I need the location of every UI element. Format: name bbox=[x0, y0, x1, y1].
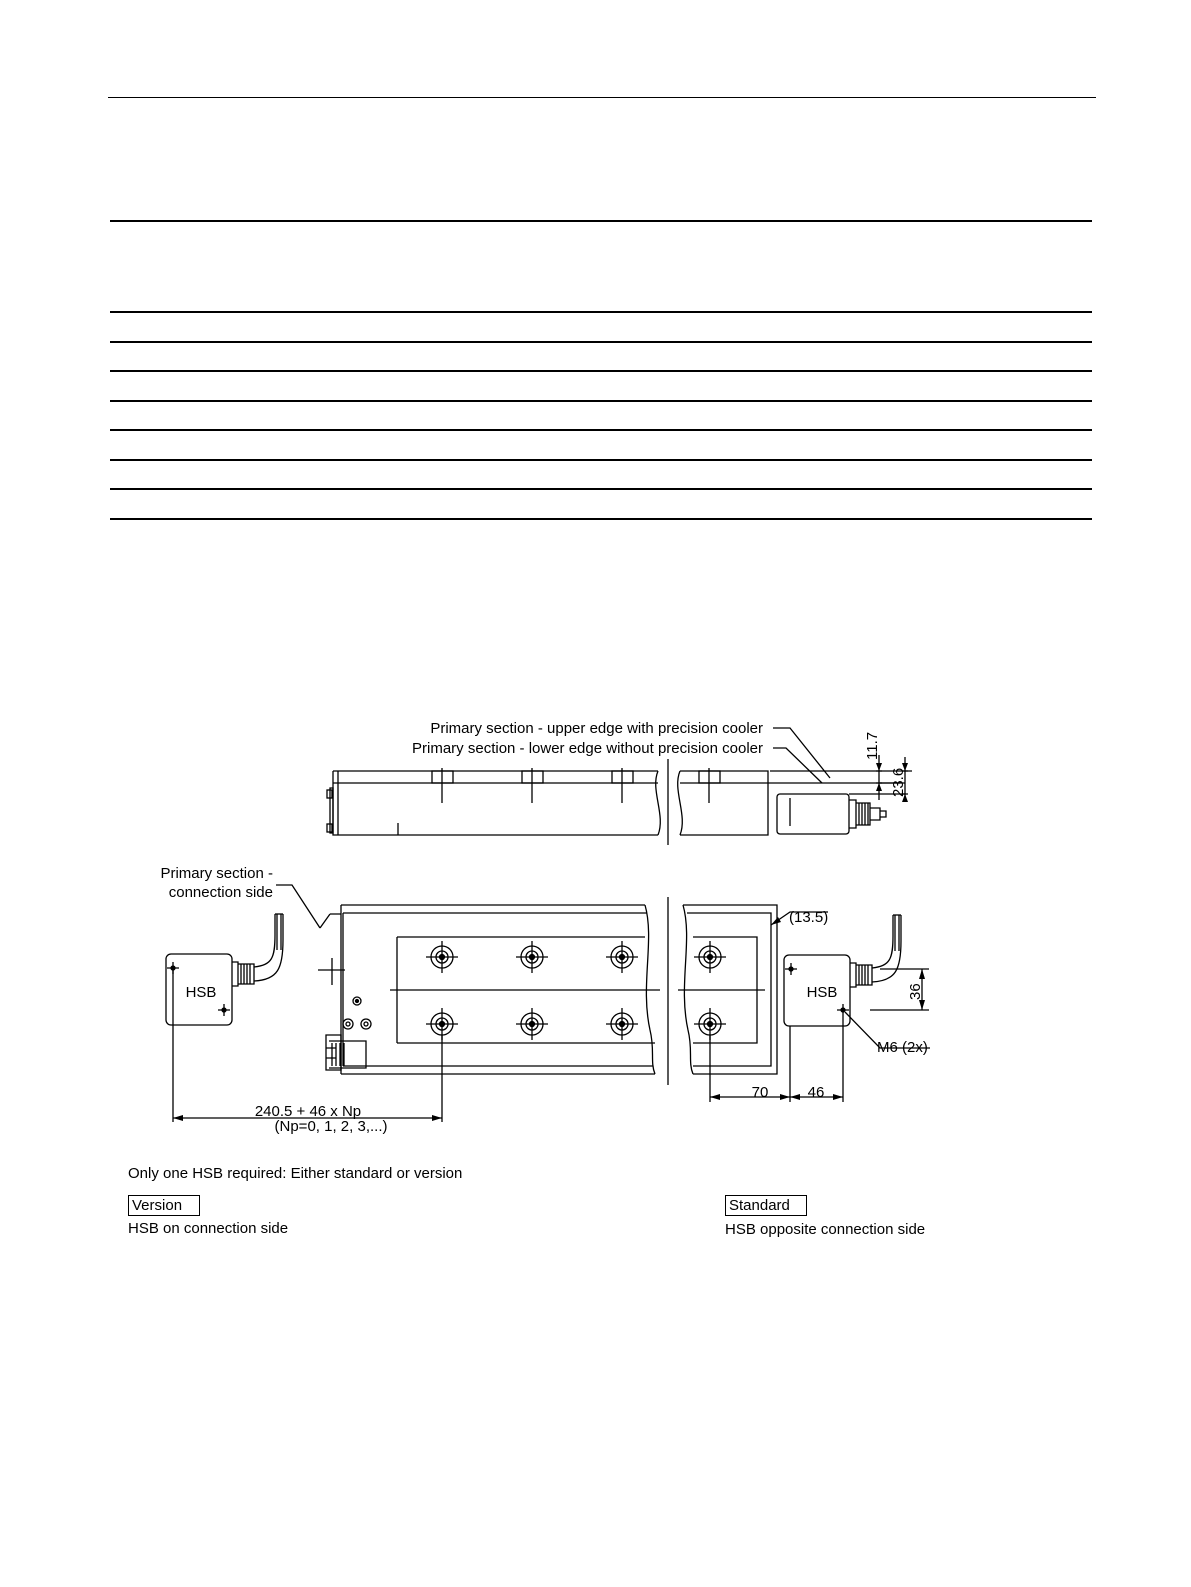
dim-36: 36 bbox=[907, 983, 924, 1000]
hsb-left bbox=[166, 885, 320, 1122]
hsb-left-label: HSB bbox=[185, 984, 217, 1001]
note-only-one-hsb: Only one HSB required: Either standard or version bbox=[128, 1165, 463, 1182]
callout-upper-edge: Primary section - upper edge with precision cooler bbox=[430, 720, 763, 737]
callout-lower-edge: Primary section - lower edge without precision cooler bbox=[412, 740, 763, 757]
dim-70: 70 bbox=[751, 1084, 769, 1101]
callout-connection-side-line2: connection side bbox=[168, 884, 273, 901]
callout-connection-side-line1: Primary section - bbox=[160, 865, 273, 882]
dim-formula-np: (Np=0, 1, 2, 3,...) bbox=[274, 1118, 388, 1135]
dim-46: 46 bbox=[807, 1084, 825, 1101]
arrowheads bbox=[173, 763, 925, 1121]
standard-description: HSB opposite connection side bbox=[725, 1221, 926, 1238]
dim-formula: 240.5 + 46 x Np bbox=[254, 1103, 362, 1120]
thread-label: M6 (2x) bbox=[877, 1039, 928, 1056]
dim-13-5: (13.5) bbox=[789, 909, 829, 926]
plan-view bbox=[318, 897, 777, 1085]
dim-11-7: 11.7 bbox=[864, 731, 881, 760]
standard-label: Standard bbox=[725, 1195, 807, 1216]
hsb-right bbox=[771, 912, 930, 1048]
version-description: HSB on connection side bbox=[128, 1220, 289, 1237]
version-label: Version bbox=[128, 1195, 200, 1216]
dim-23-6: 23.6 bbox=[890, 767, 907, 797]
hsb-right-label: HSB bbox=[806, 984, 838, 1001]
